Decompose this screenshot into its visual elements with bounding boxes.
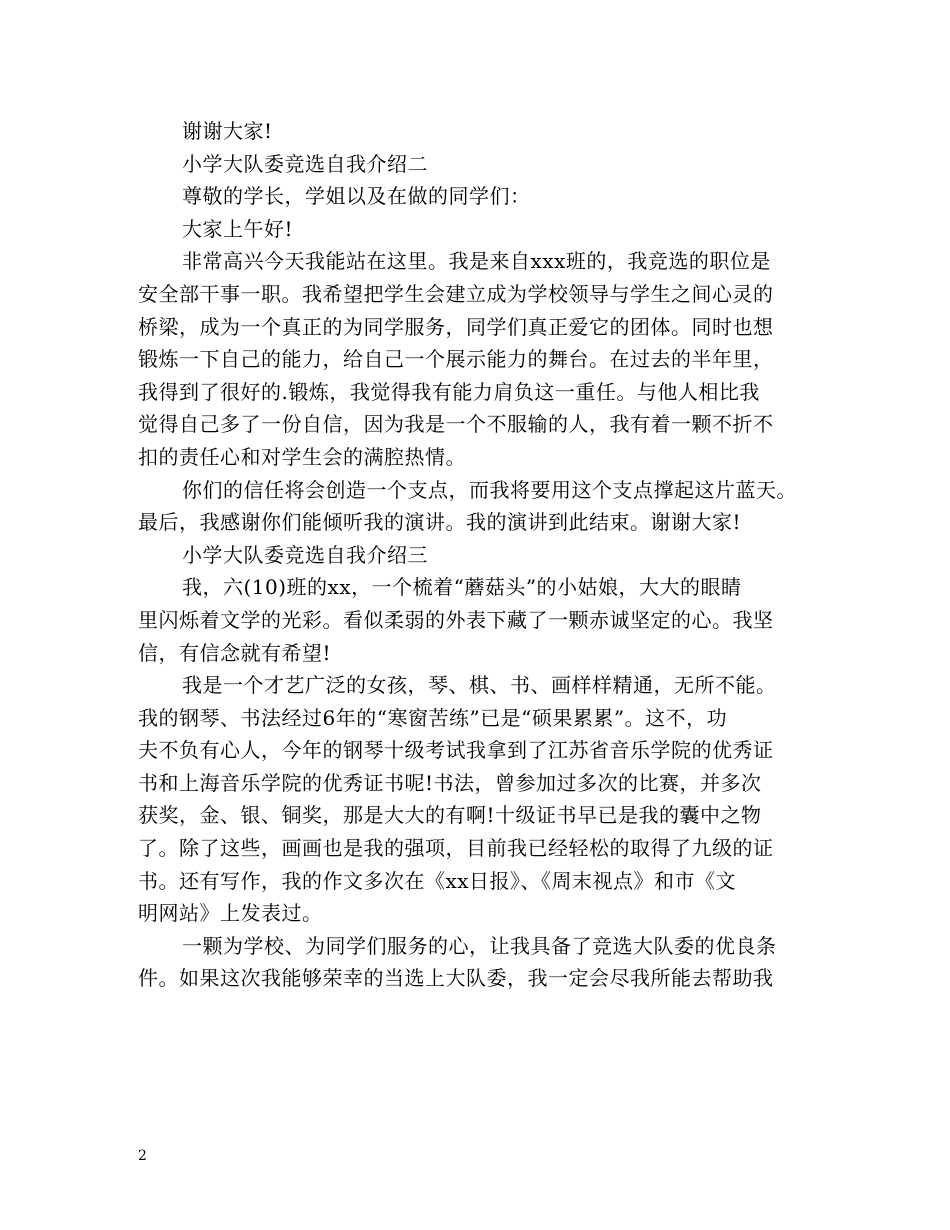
text-line: 非常高兴今天我能站在这里。我是来自xxx班的，我竞选的职位是 xyxy=(182,249,771,274)
text-line: 我的钢琴、书法经过6年的“寒窗苦练”已是“硕果累累”。这不，功 xyxy=(138,705,728,730)
text-line: 夫不负有心人，今年的钢琴十级考试我拿到了江苏省音乐学院的优秀证 xyxy=(138,738,774,763)
text-line: 信，有信念就有希望! xyxy=(138,640,332,665)
section-heading: 小学大队委竞选自我介绍二 xyxy=(182,151,428,176)
text-line: 里闪烁着文学的光彩。看似柔弱的外表下藏了一颗赤诚坚定的心。我坚 xyxy=(138,607,774,632)
text-line: 我是一个才艺广泛的女孩，琴、棋、书、画样样精通，无所不能。 xyxy=(182,673,777,698)
text-line: 谢谢大家! xyxy=(182,119,273,143)
text-line: 书和上海音乐学院的优秀证书呢!书法，曾参加过多次的比赛，并多次 xyxy=(138,770,762,795)
text-line: 安全部干事一职。我希望把学生会建立成为学校领导与学生之间心灵的 xyxy=(138,281,774,306)
text-line: 桥梁，成为一个真正的为同学服务，同学们真正爱它的团体。同时也想 xyxy=(138,314,774,339)
page-number: 2 xyxy=(138,1148,147,1164)
text-line: 锻炼一下自己的能力，给自己一个展示能力的舞台。在过去的半年里， xyxy=(138,347,774,372)
text-line: 觉得自己多了一份自信，因为我是一个不服输的人，我有着一颗不折不 xyxy=(138,412,774,437)
section-heading: 小学大队委竞选自我介绍三 xyxy=(182,542,428,567)
text-line: 我得到了很好的.锻炼，我觉得我有能力肩负这一重任。与他人相比我 xyxy=(138,379,760,404)
text-line: 明网站》上发表过。 xyxy=(138,901,323,926)
text-line: 你们的信任将会创造一个支点，而我将要用这个支点撑起这片蓝天。 xyxy=(182,477,797,502)
text-line: 一颗为学校、为同学们服务的心，让我具备了竞选大队委的优良条 xyxy=(182,933,777,958)
text-line: 尊敬的学长，学姐以及在做的同学们： xyxy=(182,184,531,209)
text-line: 扣的责任心和对学生会的满腔热情。 xyxy=(138,444,466,469)
text-line: 书。还有写作，我的作文多次在《xx日报》、《周末视点》和市《文 xyxy=(138,868,737,893)
text-line: 最后，我感谢你们能倾听我的演讲。我的演讲到此结束。谢谢大家! xyxy=(138,510,742,535)
text-line: 件。如果这次我能够荣幸的当选上大队委，我一定会尽我所能去帮助我 xyxy=(138,966,774,991)
text-line: 大家上午好! xyxy=(182,216,294,241)
text-line: 了。除了这些，画画也是我的强项，目前我已经轻松的取得了九级的证 xyxy=(138,836,774,861)
document-body xyxy=(138,115,828,995)
text-line: 我，六(10)班的xx，一个梳着“蘑菇头”的小姑娘，大大的眼睛 xyxy=(182,575,742,600)
text-line: 获奖，金、银、铜奖，那是大大的有啊!十级证书早已是我的囊中之物 xyxy=(138,803,762,828)
